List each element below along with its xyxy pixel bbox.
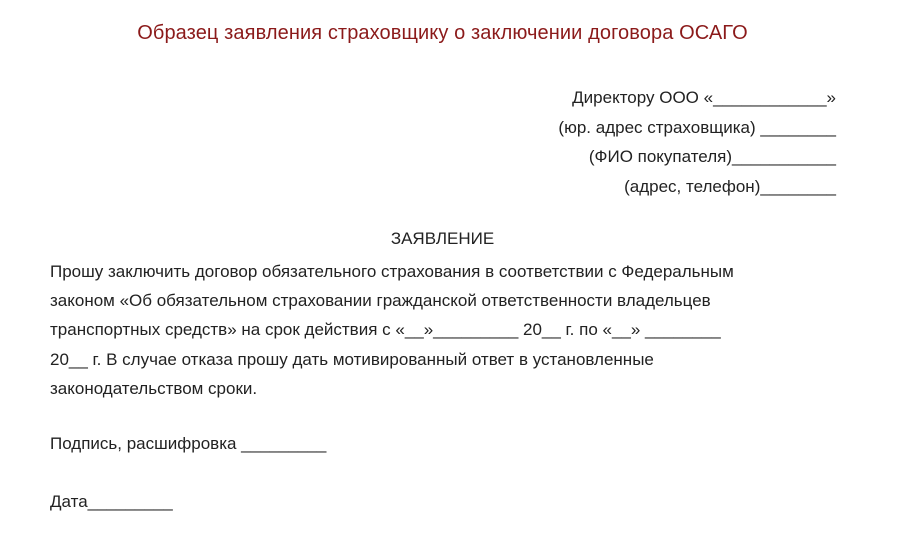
recipient-contact-line: (адрес, телефон)________ <box>624 176 836 196</box>
statement-body <box>50 257 840 403</box>
statement-heading: ЗАЯВЛЕНИЕ <box>390 229 495 248</box>
recipient-buyer-name-line: (ФИО покупателя)___________ <box>588 147 836 166</box>
signature-field: Подпись, расшифровка _________ <box>50 434 327 453</box>
document-title: Образец заявления страховщику о заключении договора ОСАГО <box>137 22 748 44</box>
statement-body-line: 20__ г. В случае отказа прошу дать мотивированный ответ в установленные <box>50 349 654 369</box>
recipient-director-line: Директору ООО «____________» <box>572 88 836 107</box>
recipient-insurer-address-line: (юр. адрес страховщика) ________ <box>558 117 836 137</box>
statement-body-line: законодательством сроки. <box>50 378 258 398</box>
recipient-block <box>558 83 836 201</box>
statement-body-line: транспортных средств» на срок действия с «__»_________ 20__ г. по «__» ________ <box>50 320 721 340</box>
date-field: Дата_________ <box>50 492 173 511</box>
statement-body-line: Прошу заключить договор обязательного страхования в соответствии с Федеральным <box>50 262 734 281</box>
statement-body-line: законом «Об обязательном страховании гражданской ответственности владельцев <box>50 291 711 311</box>
